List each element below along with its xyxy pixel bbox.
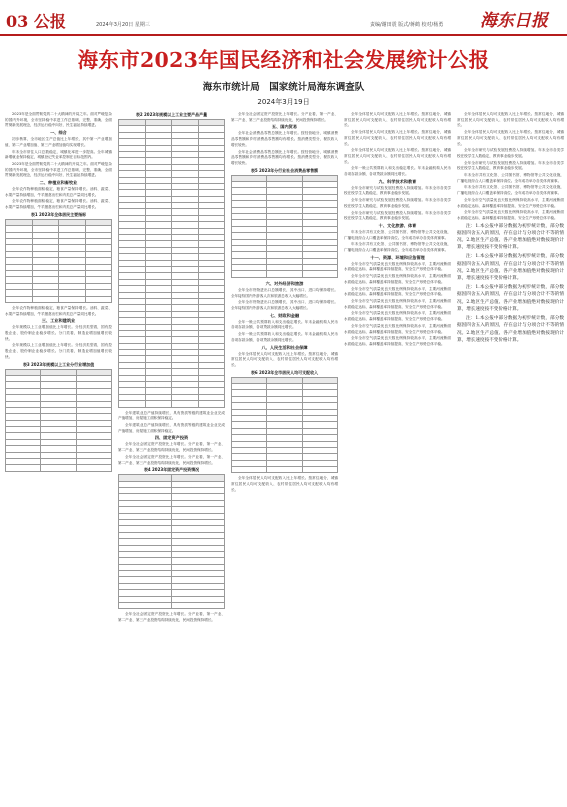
notes-paragraph: 注：1.本公报中部分数据为初步统计数，部分数据因四舍五入的原因，存在总计与分项合计不等的情况。2.地区生产总值、各产业增加值绝对数按现价计算，增长速度按不变价格计算。: [457, 285, 564, 312]
paragraph: 全年全社会固定资产投资比上年增长。分产业看，第一产业、第二产业、第三产业投资结构持续优化，民间投资保持增长。: [118, 442, 225, 453]
paragraph: 年末全市常住人口总数稳定，城镇化率进一步提高。全年城镇新增就业保持稳定，城镇登记失业率控制在目标范围内。: [5, 149, 112, 160]
page-header: [0, 0, 567, 36]
table-title: 表1 2023年全体居民主要指标: [30, 211, 87, 217]
notes-paragraph: 注：1.本公报中部分数据为初步统计数，部分数据因四舍五入的原因，存在总计与分项合计不等的情况。2.地区生产总值、各产业增加值绝对数按现价计算，增长速度按不变价格计算。: [457, 223, 564, 251]
data-table: [231, 377, 338, 474]
data-table: [118, 474, 225, 609]
paragraph: 全年全市研究与试验发展经费投入持续增加。年末全市各类学校在校学生人数稳定，教育事业稳步发展。: [344, 210, 451, 221]
paragraph: 全年社会消费品零售总额比上年增长。按经营地分，城镇消费品零售额和乡村消费品零售额均有增长。按消费类型分，餐饮收入增长较快。: [231, 131, 338, 147]
paragraph: 全年全体居民人均可支配收入比上年增长。按常住地分，城镇常住居民人均可支配收入、农村常住居民人均可支配收入均有增长。: [457, 130, 564, 146]
paragraph: 年末全市共有文化馆、公共图书馆、博物馆等公共文化设施，广播电视综合人口覆盖率保持高位。全年成功举办各类体育赛事。: [457, 173, 564, 183]
table-title: 表6 2023年全市居民人均可支配收入: [250, 369, 319, 375]
table-title: 表5 2023年分行业社会消费品零售额: [250, 167, 319, 173]
data-table: [5, 369, 112, 472]
text-column-1: [5, 112, 112, 802]
paragraph: 全年农作物种植面积稳定，粮食产量保持增长。油料、蔬菜、水果产量持续增加，牛羊猪禽出栏和肉类总产量同比增长。: [5, 187, 112, 197]
article-headline: 海东市2023年国民经济和社会发展统计公报: [77, 48, 490, 72]
data-table: [231, 175, 338, 278]
notes-paragraph: 注：1.本公报中部分数据为初步统计数，部分数据因四舍五入的原因，存在总计与分项合计不等的情况。2.地区生产总值、各产业增加值绝对数按现价计算，增长速度按不变价格计算。: [457, 254, 564, 282]
paragraph: 全年规模以上工业增加值比上年增长。分经济类型看，国有控股企业、股份制企业稳步增长。分门类看，制造业增加值增长较快。: [5, 343, 112, 359]
paragraph: 全年全体居民人均可支配收入比上年增长。按常住地分，城镇常住居民人均可支配收入、农村常住居民人均可支配收入均有增长。: [344, 148, 451, 164]
paragraph: 全年全市货物进出口总额增长，其中出口、进口均保持增长。全年接待国内外游客人次和旅游总收入大幅增长。: [231, 287, 338, 298]
table-title: 表3 2023年规模以上工业分行业增加值: [22, 361, 95, 367]
paragraph: 全年全社会固定资产投资比上年增长。分产业看，第一产业、第二产业、第三产业投资结构持续优化，民间投资保持增长。: [231, 112, 338, 122]
paragraph: 全年全市空气质量优良天数比例保持较高水平，主要河流断面水质稳定达标，森林覆盖率持续提高，安全生产形势总体平稳。: [344, 336, 451, 346]
article-date: 2024年3月19日: [257, 98, 310, 106]
paragraph: 全年全市研究与试验发展经费投入持续增加。年末全市各类学校在校学生人数稳定，教育事业稳步发展。: [457, 148, 564, 158]
data-table: [5, 219, 112, 303]
page-number-and-section: 03 公报: [6, 12, 66, 31]
section-heading: 十一、资源、环境和应急管理: [370, 254, 425, 260]
section-heading: 六、对外经济和旅游: [265, 280, 304, 286]
notes-paragraph: 注：1.本公报中部分数据为初步统计数，部分数据因四舍五入的原因，存在总计与分项合计不等的情况。2.地区生产总值、各产业增加值绝对数按现价计算，增长速度按不变价格计算。: [457, 316, 564, 343]
table-title: 表2 2023年规模以上工业主要产品产量: [135, 112, 208, 117]
paragraph: 全年全市空气质量优良天数比例保持较高水平，主要河流断面水质稳定达标，森林覆盖率持续提高，安全生产形势总体平稳。: [344, 286, 451, 297]
paragraph: 全年全体居民人均可支配收入比上年增长。按常住地分，城镇常住居民人均可支配收入、农村常住居民人均可支配收入均有增长。: [344, 112, 451, 128]
paragraph: 全年全社会固定资产投资比上年增长。分产业看，第一产业、第二产业、第三产业投资结构持续优化，民间投资保持增长。: [118, 454, 225, 465]
text-column-3: [231, 112, 338, 802]
section-heading: 一、综合: [50, 130, 67, 136]
text-column-4: [344, 112, 451, 802]
paragraph: 全年全市研究与试验发展经费投入持续增加。年末全市各类学校在校学生人数稳定，教育事业稳步发展。: [457, 160, 564, 171]
newspaper-logo: 海东日报: [480, 11, 548, 31]
editor-credits: 责编/谢田震 版式/蒋鹤 校对/杨勇: [370, 22, 444, 28]
paragraph: 全年农作物种植面积稳定，粮食产量保持增长。油料、蔬菜、水果产量持续增加，牛羊猪禽出栏和肉类总产量同比增长。: [5, 305, 112, 316]
paragraph: 全年全体居民人均可支配收入比上年增长。按常住地分，城镇常住居民人均可支配收入、农村常住居民人均可支配收入均有增长。: [344, 130, 451, 146]
paragraph: 全年一般公共预算收入和支出稳定增长。年末金融机构人民币各项存款余额、各项贷款余额同比增长。: [231, 319, 338, 330]
data-table: [118, 119, 225, 408]
paragraph: 全年全市研究与试验发展经费投入持续增加。年末全市各类学校在校学生人数稳定，教育事业稳步发展。: [344, 198, 451, 208]
paragraph: 全年全市研究与试验发展经费投入持续增加。年末全市各类学校在校学生人数稳定，教育事业稳步发展。: [344, 185, 451, 196]
paragraph: 2023年是全面贯彻党的二十大精神的开局之年。面对严峻复杂的国内外环境，全市坚持稳中求进工作总基调，完整、准确、全面贯彻新发展理念，经济运行稳中向好，民生福祉持续增进。: [5, 161, 112, 178]
paragraph: 全年全市空气质量优良天数比例保持较高水平，主要河流断面水质稳定达标，森林覆盖率持续提高，安全生产形势总体平稳。: [344, 261, 451, 272]
paragraph: 全年建筑业总产值持续增长，具有资质等级的建筑业企业完成产值增加，房屋施工面积保持稳定。: [118, 410, 225, 421]
paragraph: 全年规模以上工业增加值比上年增长。分经济类型看，国有控股企业、股份制企业稳步增长。分门类看，制造业增加值增长较快。: [5, 325, 112, 341]
paragraph: 年末全市共有文化馆、公共图书馆、博物馆等公共文化设施，广播电视综合人口覆盖率保持高位。全年成功举办各类体育赛事。: [457, 185, 564, 196]
paragraph: 年末全市共有文化馆、公共图书馆、博物馆等公共文化设施，广播电视综合人口覆盖率保持高位。全年成功举办各类体育赛事。: [344, 242, 451, 253]
paragraph: 全年一般公共预算收入和支出稳定增长。年末金融机构人民币各项存款余额、各项贷款余额同比增长。: [231, 332, 338, 342]
section-heading: 十、文化旅游、体育: [378, 222, 417, 228]
paragraph: 全年一般公共预算收入和支出稳定增长。年末金融机构人民币各项存款余额、各项贷款余额同比增长。: [344, 166, 451, 177]
paragraph: 全年全市货物进出口总额增长，其中出口、进口均保持增长。全年接待国内外游客人次和旅游总收入大幅增长。: [231, 300, 338, 310]
paragraph: 全年全市空气质量优良天数比例保持较高水平，主要河流断面水质稳定达标，森林覆盖率持续提高，安全生产形势总体平稳。: [344, 274, 451, 284]
issue-date: 2024年3月20日 星期三: [96, 22, 150, 28]
section-heading: 七、财政和金融: [269, 312, 300, 318]
paragraph: 年末全市共有文化馆、公共图书馆、博物馆等公共文化设施，广播电视综合人口覆盖率保持高位。全年成功举办各类体育赛事。: [344, 229, 451, 240]
section-heading: 八、人民生活和社会保障: [261, 344, 308, 350]
paragraph: 全年全体居民人均可支配收入比上年增长。按常住地分，城镇常住居民人均可支配收入、农村常住居民人均可支配收入均有增长。: [231, 476, 338, 492]
paragraph: 全年农作物种植面积稳定，粮食产量保持增长。油料、蔬菜、水果产量持续增加，牛羊猪禽出栏和肉类总产量同比增长。: [5, 199, 112, 210]
section-heading: 四、固定资产投资: [154, 435, 189, 441]
paragraph: 全年全体居民人均可支配收入比上年增长。按常住地分，城镇常住居民人均可支配收入、农村常住居民人均可支配收入均有增长。: [231, 351, 338, 367]
section-heading: 五、国内贸易: [271, 124, 298, 130]
text-column-2: [118, 112, 225, 802]
paragraph: 全年全体居民人均可支配收入比上年增长。按常住地分，城镇常住居民人均可支配收入、农村常住居民人均可支配收入均有增长。: [457, 112, 564, 128]
paragraph: 全年全市空气质量优良天数比例保持较高水平，主要河流断面水质稳定达标，森林覆盖率持续提高，安全生产形势总体平稳。: [344, 311, 451, 322]
paragraph: 全年全市空气质量优良天数比例保持较高水平，主要河流断面水质稳定达标，森林覆盖率持续提高，安全生产形势总体平稳。: [344, 323, 451, 334]
text-column-5: [457, 112, 564, 802]
table-title: 表4 2023年固定资产投资情况: [143, 467, 200, 473]
paragraph: 全年全市空气质量优良天数比例保持较高水平，主要河流断面水质稳定达标，森林覆盖率持续提高，安全生产形势总体平稳。: [457, 197, 564, 208]
paragraph: 全年建筑业总产值持续增长，具有资质等级的建筑业企业完成产值增加，房屋施工面积保持稳定。: [118, 422, 225, 433]
paragraph: 全年全市空气质量优良天数比例保持较高水平，主要河流断面水质稳定达标，森林覆盖率持续提高，安全生产形势总体平稳。: [457, 210, 564, 220]
section-heading: 二、种植业和畜牧业: [39, 180, 78, 186]
paragraph: 全年社会消费品零售总额比上年增长。按经营地分，城镇消费品零售额和乡村消费品零售额均有增长。按消费类型分，餐饮收入增长较快。: [231, 149, 338, 165]
article-subhead: 海东市统计局 国家统计局海东调查队: [202, 82, 365, 93]
section-heading: 三、工业和建筑业: [41, 318, 76, 324]
paragraph: 初步核算，全市地区生产总值比上年增长，其中第一产业增加值、第二产业增加值、第三产业增加值均实现增长。: [5, 137, 112, 147]
paragraph: 全年全社会固定资产投资比上年增长。分产业看，第一产业、第二产业、第三产业投资结构持续优化，民间投资保持增长。: [118, 612, 225, 623]
article-header: [0, 34, 567, 107]
section-heading: 九、科学技术和教育: [378, 178, 417, 184]
paragraph: 全年全市空气质量优良天数比例保持较高水平，主要河流断面水质稳定达标，森林覆盖率持续提高，安全生产形势总体平稳。: [344, 298, 451, 309]
paragraph: 2023年是全面贯彻党的二十大精神的开局之年。面对严峻复杂的国内外环境，全市坚持稳中求进工作总基调，完整、准确、全面贯彻新发展理念，经济运行稳中向好，民生福祉持续增进。: [5, 112, 112, 128]
